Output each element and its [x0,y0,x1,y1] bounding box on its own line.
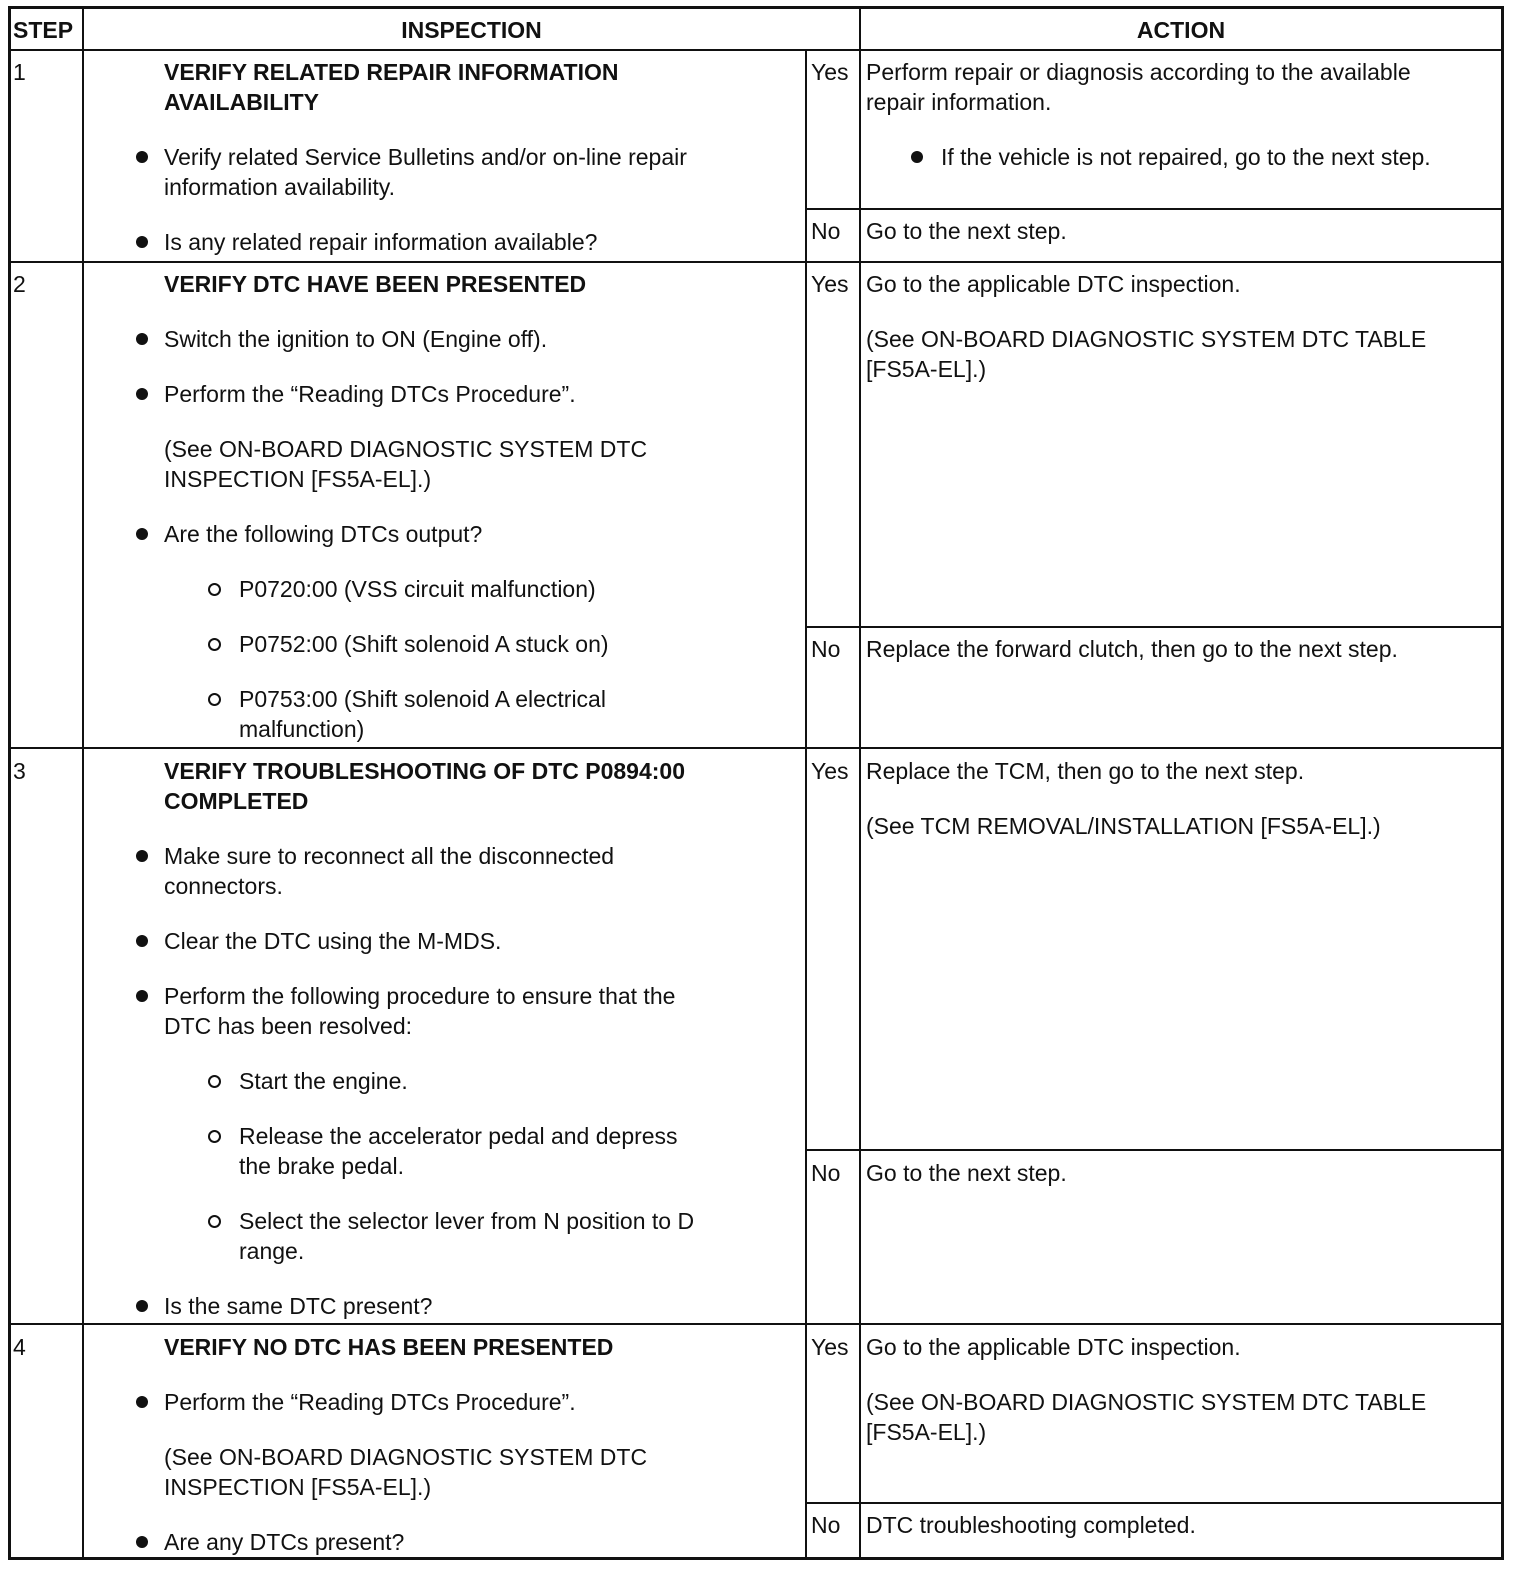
yes-action-note: (See ON-BOARD DIAGNOSTIC SYSTEM DTC TABLE [FS5A-EL].) [866,326,1427,382]
step-title: VERIFY DTC HAVE BEEN PRESENTED [164,271,587,297]
yes-action: Go to the applicable DTC inspection. [866,1334,1241,1360]
no-label: No [811,218,841,244]
inspection-note: (See ON-BOARD DIAGNOSTIC SYSTEM DTC INSPECTION [FS5A-EL].) [164,436,648,492]
inspection-note: (See ON-BOARD DIAGNOSTIC SYSTEM DTC INSPECTION [FS5A-EL].) [164,1444,648,1500]
step-number: 4 [13,1334,26,1360]
troubleshooting-table [8,6,1504,1560]
inspection-item: Perform the “Reading DTCs Procedure”. [164,381,576,407]
yes-no-divider-2 [805,626,1501,628]
inspection-item: Perform the following procedure to ensure that the DTC has been resolved: [164,983,676,1039]
yes-no-divider-3 [805,1149,1501,1151]
no-action: Replace the forward clutch, then go to the next step. [866,636,1398,662]
row-divider-1 [11,261,1501,263]
bullet-icon [136,388,148,400]
step-title: VERIFY TROUBLESHOOTING OF DTC P0894:00 COMPLETED [164,758,686,814]
header-action: ACTION [1136,17,1226,43]
bullet-icon [136,151,148,163]
inspection-question: Are the following DTCs output? [164,521,483,547]
no-label: No [811,1160,841,1186]
row-divider-3 [11,1323,1501,1325]
bullet-icon [136,990,148,1002]
no-action: DTC troubleshooting completed. [866,1512,1196,1538]
bullet-icon [136,1300,148,1312]
yes-action: Go to the applicable DTC inspection. [866,271,1241,297]
header-step: STEP [13,17,74,43]
inspection-item: Perform the “Reading DTCs Procedure”. [164,1389,576,1415]
yes-action: Perform repair or diagnosis according to the available repair information. [866,59,1411,115]
yes-no-divider-4 [805,1502,1501,1504]
step-number: 2 [13,271,26,297]
bullet-icon [136,333,148,345]
yes-no-divider-1 [805,208,1501,210]
col-divider-yesno [805,51,807,1557]
row-divider-2 [11,747,1501,749]
no-label: No [811,1512,841,1538]
sub-bullet-icon [208,1215,221,1228]
yes-action-bullet: If the vehicle is not repaired, go to the next step. [941,144,1431,170]
sub-bullet-icon [208,1130,221,1143]
step-number: 1 [13,59,26,85]
inspection-subitem: P0753:00 (Shift solenoid A electrical malfunction) [239,686,606,742]
header-inspection: INSPECTION [401,17,542,43]
yes-action-note: (See ON-BOARD DIAGNOSTIC SYSTEM DTC TABLE [FS5A-EL].) [866,1389,1427,1445]
inspection-subitem: P0752:00 (Shift solenoid A stuck on) [239,631,609,657]
inspection-subitem: Release the accelerator pedal and depress the brake pedal. [239,1123,678,1179]
bullet-icon [136,935,148,947]
inspection-item: Make sure to reconnect all the disconnected connectors. [164,843,615,899]
no-action: Go to the next step. [866,1160,1067,1186]
inspection-question: Is any related repair information available? [164,229,598,255]
inspection-subitem: Start the engine. [239,1068,408,1094]
yes-label: Yes [811,758,849,784]
yes-label: Yes [811,1334,849,1360]
yes-label: Yes [811,271,849,297]
step-number: 3 [13,758,26,784]
no-action: Go to the next step. [866,218,1067,244]
bullet-icon [136,1396,148,1408]
bullet-icon [136,236,148,248]
bullet-icon [136,528,148,540]
step-title: VERIFY NO DTC HAS BEEN PRESENTED [164,1334,614,1360]
bullet-icon [136,850,148,862]
sub-bullet-icon [208,1075,221,1088]
sub-bullet-icon [208,583,221,596]
no-label: No [811,636,841,662]
step-title: VERIFY RELATED REPAIR INFORMATION AVAILABILITY [164,59,619,115]
inspection-question: Are any DTCs present? [164,1529,405,1555]
inspection-subitem: P0720:00 (VSS circuit malfunction) [239,576,596,602]
yes-label: Yes [811,59,849,85]
bullet-icon [911,151,923,163]
inspection-item: Switch the ignition to ON (Engine off). [164,326,548,352]
inspection-question: Is the same DTC present? [164,1293,433,1319]
bullet-icon [136,1536,148,1548]
sub-bullet-icon [208,693,221,706]
yes-action-note: (See TCM REMOVAL/INSTALLATION [FS5A-EL].) [866,813,1381,839]
inspection-subitem: Select the selector lever from N position to D range. [239,1208,695,1264]
inspection-item: Clear the DTC using the M-MDS. [164,928,502,954]
inspection-item: Verify related Service Bulletins and/or on-line repair information availability. [164,144,687,200]
yes-action: Replace the TCM, then go to the next step. [866,758,1305,784]
sub-bullet-icon [208,638,221,651]
